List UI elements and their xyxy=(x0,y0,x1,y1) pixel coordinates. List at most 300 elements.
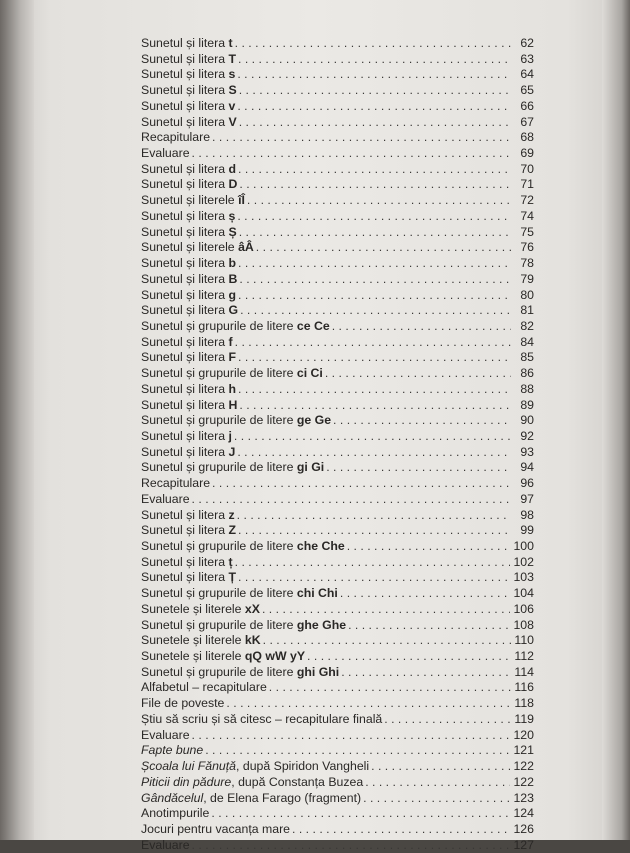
toc-entry-letters: B xyxy=(228,271,238,286)
toc-entry xyxy=(141,99,534,115)
toc-leader-dots xyxy=(263,633,511,649)
toc-entry-story-title: Școala lui Fănuță xyxy=(141,759,237,774)
toc-leader-dots xyxy=(384,712,511,728)
toc-entry-title xyxy=(141,209,235,225)
toc-entry xyxy=(141,696,534,712)
toc-entry-text: Sunetul și grupurile de litere xyxy=(141,617,297,632)
toc-page-number: 72 xyxy=(520,193,534,208)
toc-entry-text: Sunetele și literele xyxy=(141,633,245,648)
toc-entry-text: Sunetul și litera xyxy=(141,554,229,569)
toc-entry-letters: Z xyxy=(228,523,237,538)
toc-page-number: 114 xyxy=(514,664,534,679)
toc-entry-letters: kK xyxy=(244,633,261,648)
toc-entry-title xyxy=(141,115,237,131)
toc-leader-dots xyxy=(262,602,511,618)
toc-entry-title xyxy=(141,618,346,634)
toc-entry-title xyxy=(141,791,361,807)
toc-entry xyxy=(141,209,534,225)
toc-entry-letters: qQ wW yY xyxy=(244,649,306,664)
toc-entry-text: Sunetul și litera xyxy=(141,256,229,271)
toc-page-number: 71 xyxy=(520,177,534,192)
toc-entry-text: Sunetul și litera xyxy=(141,51,229,66)
toc-entry xyxy=(141,193,534,209)
toc-page-number: 126 xyxy=(513,821,534,836)
toc-entry-title xyxy=(141,83,237,99)
toc-entry-letters: ghi Ghi xyxy=(296,664,340,679)
toc-entry-text: Sunetul și literele xyxy=(141,240,239,255)
toc-leader-dots xyxy=(332,319,511,335)
toc-entry-text: Sunetul și grupurile de litere xyxy=(141,586,297,601)
toc-entry-story-title: Piticii din pădure xyxy=(141,774,232,789)
toc-entry-text: , după Spiridon Vangheli xyxy=(236,759,370,774)
toc-leader-dots xyxy=(235,36,511,52)
toc-entry xyxy=(141,67,534,83)
toc-page-number: 120 xyxy=(513,727,534,742)
toc-entry-text: Sunetul și litera xyxy=(141,208,229,223)
toc-entry xyxy=(141,335,534,351)
toc-entry-text: Sunetul și litera xyxy=(141,397,229,412)
toc-leader-dots xyxy=(238,288,511,304)
toc-page-number: 98 xyxy=(520,507,534,522)
toc-entry-text: Sunetul și literele xyxy=(141,193,239,208)
toc-entry-letters: G xyxy=(228,303,239,318)
toc-entry-text: Sunetul și litera xyxy=(141,570,229,585)
toc-entry xyxy=(141,319,534,335)
toc-leader-dots xyxy=(325,366,511,382)
toc-page-number: 103 xyxy=(513,570,534,585)
toc-entry xyxy=(141,712,534,728)
toc-entry-letters: chi Chi xyxy=(296,586,338,601)
toc-entry-text: Jocuri pentru vacanța mare xyxy=(141,821,291,836)
toc-page-number: 63 xyxy=(520,51,534,66)
toc-page-number: 112 xyxy=(514,649,534,664)
toc-entry-letters: xX xyxy=(244,601,260,616)
toc-page-number: 78 xyxy=(520,256,534,271)
toc-leader-dots xyxy=(333,413,511,429)
toc-entry-text: Sunetul și litera xyxy=(141,444,229,459)
toc-page-number: 104 xyxy=(513,586,534,601)
toc-entry-letters: t xyxy=(228,36,233,50)
toc-entry-title xyxy=(141,130,210,146)
toc-entry-title xyxy=(141,303,238,319)
toc-entry xyxy=(141,413,534,429)
toc-entry xyxy=(141,665,534,681)
toc-entry-title xyxy=(141,413,331,429)
toc-leader-dots xyxy=(192,146,511,162)
toc-page-number: 108 xyxy=(513,617,534,632)
toc-entry-letters: S xyxy=(228,83,237,98)
toc-leader-dots xyxy=(347,539,511,555)
toc-entry-text: Sunetul și grupurile de litere xyxy=(141,318,297,333)
toc-page-number: 118 xyxy=(514,696,534,711)
toc-leader-dots xyxy=(235,555,511,571)
toc-entry-letters: Ș xyxy=(228,224,237,239)
toc-entry-text: Sunetul și litera xyxy=(141,67,229,82)
toc-entry-title xyxy=(141,728,190,744)
toc-entry-letters: s xyxy=(228,67,236,82)
toc-entry-title xyxy=(141,99,235,115)
toc-entry-title xyxy=(141,476,210,492)
toc-page-number: 96 xyxy=(520,476,534,491)
toc-entry-title xyxy=(141,712,382,728)
toc-entry-title xyxy=(141,492,190,508)
toc-entry-title xyxy=(141,570,236,586)
toc-entry-text: Sunetul și litera xyxy=(141,161,229,176)
toc-entry-text: Sunetul și litera xyxy=(141,114,229,129)
toc-entry-title xyxy=(141,382,236,398)
toc-entry-letters: ci Ci xyxy=(296,366,323,381)
toc-entry-letters: g xyxy=(228,287,237,302)
toc-entry xyxy=(141,130,534,146)
toc-entry-text: Sunetul și litera xyxy=(141,523,229,538)
toc-leader-dots xyxy=(237,99,511,115)
toc-entry xyxy=(141,523,534,539)
toc-entry-text: Sunetul și grupurile de litere xyxy=(141,539,297,553)
toc-entry xyxy=(141,649,534,665)
toc-entry xyxy=(141,539,534,555)
toc-entry-letters: v xyxy=(228,98,236,113)
toc-entry-title xyxy=(141,649,305,665)
toc-entry-title xyxy=(141,586,338,602)
toc-entry-letters: ce Ce xyxy=(296,318,330,333)
toc-page-number: 121 xyxy=(513,743,534,758)
toc-entry-letters: ge Ge xyxy=(296,413,332,428)
toc-leader-dots xyxy=(240,303,511,319)
toc-leader-dots xyxy=(192,492,511,508)
toc-leader-dots xyxy=(307,649,511,665)
toc-page-number: 122 xyxy=(513,774,534,789)
toc-page-number: 79 xyxy=(520,271,534,286)
toc-entry xyxy=(141,272,534,288)
toc-page-number: 68 xyxy=(520,130,534,145)
toc-entry-text: Sunetul și litera xyxy=(141,177,229,192)
toc-leader-dots xyxy=(239,398,511,414)
toc-entry xyxy=(141,52,534,68)
toc-entry-text: Evaluare xyxy=(141,491,190,506)
toc-leader-dots xyxy=(238,162,511,178)
toc-entry-title xyxy=(141,429,232,445)
toc-entry xyxy=(141,350,534,366)
toc-leader-dots xyxy=(226,696,511,712)
toc-entry-text: Știu să scriu și să citesc – recapitulare finală xyxy=(141,711,383,726)
toc-entry xyxy=(141,429,534,445)
toc-leader-dots xyxy=(239,225,511,241)
toc-entry-letters: b xyxy=(228,256,237,271)
toc-entry xyxy=(141,759,534,775)
toc-page-number: 65 xyxy=(520,83,534,98)
toc-entry xyxy=(141,225,534,241)
toc-entry-title xyxy=(141,272,237,288)
toc-entry-letters: ghe Ghe xyxy=(296,617,347,632)
toc-page-number: 69 xyxy=(520,146,534,161)
toc-page-number: 74 xyxy=(520,208,534,223)
toc-leader-dots xyxy=(341,665,511,681)
toc-entry xyxy=(141,492,534,508)
toc-entry-text: Sunetul și grupurile de litere xyxy=(141,366,297,381)
toc-entry xyxy=(141,162,534,178)
toc-entry-letters: che Che xyxy=(296,539,345,553)
toc-leader-dots xyxy=(238,523,511,539)
toc-leader-dots xyxy=(239,177,511,193)
toc-entry-letters: z xyxy=(228,507,235,522)
toc-entry xyxy=(141,146,534,162)
toc-leader-dots xyxy=(237,445,511,461)
toc-entry-letters: ș xyxy=(228,208,236,223)
toc-page-number: 89 xyxy=(520,397,534,412)
toc-entry-letters: îÎ xyxy=(238,193,245,208)
toc-entry xyxy=(141,555,534,571)
toc-entry-title xyxy=(141,460,324,476)
toc-page-number: 85 xyxy=(520,350,534,365)
toc-entry xyxy=(141,791,534,807)
toc-entry-title xyxy=(141,288,236,304)
toc-entry-title xyxy=(141,696,224,712)
toc-entry-text: File de poveste xyxy=(141,696,225,711)
toc-leader-dots xyxy=(238,382,511,398)
toc-leader-dots xyxy=(237,67,511,83)
toc-entry-text: Sunetul și grupurile de litere xyxy=(141,413,297,428)
toc-entry-title xyxy=(141,806,209,822)
toc-page-number: 70 xyxy=(520,161,534,176)
toc-leader-dots xyxy=(237,508,511,524)
toc-leader-dots xyxy=(211,806,510,822)
toc-entry xyxy=(141,476,534,492)
toc-entry xyxy=(141,743,534,759)
toc-leader-dots xyxy=(205,743,510,759)
toc-page-number: 116 xyxy=(514,680,534,695)
toc-entry-letters: j xyxy=(228,428,232,443)
page-gutter-shadow xyxy=(0,0,34,840)
toc-entry xyxy=(141,303,534,319)
toc-entry-letters: ț xyxy=(228,554,233,569)
toc-entry-letters: D xyxy=(228,177,238,192)
toc-entry-text: , după Constanța Buzea xyxy=(231,774,364,789)
toc-page-number: 64 xyxy=(520,67,534,82)
toc-leader-dots xyxy=(238,256,511,272)
toc-entry-text: Sunetul și litera xyxy=(141,287,229,302)
toc-page-number: 102 xyxy=(513,554,534,569)
toc-entry-title xyxy=(141,539,345,555)
toc-entry xyxy=(141,398,534,414)
toc-page-number: 86 xyxy=(520,366,534,381)
toc-entry-title xyxy=(141,759,369,775)
toc-leader-dots xyxy=(238,350,511,366)
toc-entry xyxy=(141,240,534,256)
toc-entry-title xyxy=(141,319,330,335)
toc-entry-title xyxy=(141,775,363,791)
toc-leader-dots xyxy=(348,618,510,634)
toc-page-number: 84 xyxy=(520,334,534,349)
toc-entry-text: Anotimpurile xyxy=(141,806,210,821)
toc-entry xyxy=(141,822,534,838)
toc-entry xyxy=(141,256,534,272)
toc-entry-text: Sunetul și grupurile de litere xyxy=(141,664,297,679)
toc-entry xyxy=(141,806,534,822)
toc-page-number: 97 xyxy=(520,491,534,506)
toc-page-number: 62 xyxy=(520,36,534,50)
toc-page-number: 90 xyxy=(520,413,534,428)
toc-entry-text: Sunetul și litera xyxy=(141,271,229,286)
toc-page-number: 67 xyxy=(520,114,534,129)
toc-entry-title xyxy=(141,633,261,649)
toc-entry-text: Sunetul și litera xyxy=(141,303,229,318)
toc-entry xyxy=(141,586,534,602)
toc-entry xyxy=(141,602,534,618)
toc-leader-dots xyxy=(269,680,511,696)
toc-entry-text: Evaluare xyxy=(141,146,190,161)
toc-entry-title xyxy=(141,680,267,696)
toc-leader-dots xyxy=(192,728,511,744)
toc-leader-dots xyxy=(256,240,511,256)
table-of-contents xyxy=(141,36,534,853)
toc-leader-dots xyxy=(239,272,511,288)
toc-page-number: 81 xyxy=(520,303,534,318)
toc-entry-text: Evaluare xyxy=(141,837,190,852)
toc-entry-title xyxy=(141,162,236,178)
toc-entry-letters: f xyxy=(228,334,233,349)
toc-entry xyxy=(141,633,534,649)
toc-leader-dots xyxy=(292,822,510,838)
toc-leader-dots xyxy=(363,791,510,807)
toc-entry-story-title: Fapte bune xyxy=(141,743,204,758)
toc-entry-title xyxy=(141,225,237,241)
toc-page-number: 93 xyxy=(520,444,534,459)
toc-leader-dots xyxy=(326,460,511,476)
toc-page-number: 92 xyxy=(520,428,534,443)
toc-page-number: 88 xyxy=(520,381,534,396)
toc-leader-dots xyxy=(239,83,511,99)
toc-entry-title xyxy=(141,193,245,209)
toc-entry-text: Sunetul și litera xyxy=(141,381,229,396)
toc-entry-letters: V xyxy=(228,114,237,129)
toc-entry-text: , de Elena Farago (fragment) xyxy=(203,790,362,805)
toc-leader-dots xyxy=(247,193,511,209)
toc-page-number: 100 xyxy=(513,539,534,553)
toc-entry xyxy=(141,460,534,476)
toc-leader-dots xyxy=(237,209,511,225)
toc-entry-text: Recapitulare xyxy=(141,476,211,491)
toc-page-number: 110 xyxy=(514,633,534,648)
toc-leader-dots xyxy=(238,570,510,586)
toc-entry xyxy=(141,115,534,131)
toc-entry xyxy=(141,680,534,696)
toc-entry xyxy=(141,570,534,586)
toc-entry-letters: h xyxy=(228,381,237,396)
toc-entry-story-title: Gândăcelul xyxy=(141,790,204,805)
toc-entry-title xyxy=(141,350,236,366)
toc-entry-title xyxy=(141,822,290,838)
toc-entry-text: Sunetul și litera xyxy=(141,350,229,365)
toc-entry-text: Sunetul și litera xyxy=(141,98,229,113)
toc-entry xyxy=(141,36,534,52)
toc-entry-text: Recapitulare xyxy=(141,130,211,145)
toc-entry-title xyxy=(141,508,235,524)
toc-leader-dots xyxy=(239,115,511,131)
toc-page-number: 122 xyxy=(513,759,534,774)
toc-page-number: 94 xyxy=(520,460,534,475)
toc-entry-title xyxy=(141,335,233,351)
toc-page-number: 106 xyxy=(513,601,534,616)
toc-entry xyxy=(141,366,534,382)
toc-entry-text: Sunetul și litera xyxy=(141,334,229,349)
toc-entry-title xyxy=(141,146,190,162)
toc-entry xyxy=(141,618,534,634)
toc-entry-letters: H xyxy=(228,397,238,412)
toc-entry-title xyxy=(141,240,254,256)
toc-leader-dots xyxy=(365,775,510,791)
toc-page-number: 119 xyxy=(514,711,534,726)
toc-entry-title xyxy=(141,445,235,461)
toc-entry-title xyxy=(141,366,323,382)
page-edge-shadow xyxy=(602,0,630,840)
toc-entry-text: Sunetul și litera xyxy=(141,507,229,522)
toc-entry xyxy=(141,177,534,193)
toc-leader-dots xyxy=(371,759,510,775)
toc-entry-title xyxy=(141,665,339,681)
toc-page-number: 76 xyxy=(520,240,534,255)
toc-entry xyxy=(141,382,534,398)
toc-entry-text: Sunetele și literele xyxy=(141,601,245,616)
toc-page-number: 80 xyxy=(520,287,534,302)
toc-page-number: 82 xyxy=(520,318,534,333)
toc-page-number: 75 xyxy=(520,224,534,239)
toc-entry xyxy=(141,508,534,524)
toc-entry-title xyxy=(141,523,236,539)
toc-leader-dots xyxy=(212,476,511,492)
toc-leader-dots xyxy=(235,335,511,351)
toc-entry-text: Sunetul și litera xyxy=(141,224,229,239)
toc-entry-title xyxy=(141,67,235,83)
toc-entry-title xyxy=(141,398,237,414)
toc-entry-text: Alfabetul – recapitulare xyxy=(141,680,267,695)
toc-entry-title xyxy=(141,602,260,618)
toc-entry xyxy=(141,83,534,99)
toc-entry xyxy=(141,445,534,461)
toc-page-number: 66 xyxy=(520,98,534,113)
toc-leader-dots xyxy=(340,586,511,602)
toc-entry-letters: Ț xyxy=(228,570,237,585)
toc-page-number: 99 xyxy=(520,523,534,538)
toc-entry-title xyxy=(141,555,233,571)
toc-entry-letters: T xyxy=(228,51,237,66)
toc-leader-dots xyxy=(238,52,511,68)
toc-entry-title xyxy=(141,743,203,759)
toc-entry-title xyxy=(141,52,236,68)
toc-entry xyxy=(141,728,534,744)
toc-entry-text: Sunetul și litera xyxy=(141,428,229,443)
toc-entry-text: Sunetul și litera xyxy=(141,36,229,50)
toc-entry-text: Sunetul și litera xyxy=(141,83,229,98)
toc-entry-letters: gi Gi xyxy=(296,460,325,475)
toc-entry-text: Sunetele și literele xyxy=(141,649,245,664)
toc-page-number: 127 xyxy=(513,837,534,852)
toc-entry-title xyxy=(141,177,237,193)
toc-page-number: 124 xyxy=(513,806,534,821)
toc-entry-title xyxy=(141,36,233,52)
toc-entry xyxy=(141,775,534,791)
toc-page-number: 123 xyxy=(513,790,534,805)
toc-entry xyxy=(141,288,534,304)
toc-leader-dots xyxy=(234,429,511,445)
toc-entry-text: Evaluare xyxy=(141,727,190,742)
toc-entry-letters: d xyxy=(228,161,237,176)
toc-entry-letters: J xyxy=(228,444,236,459)
toc-entry-title xyxy=(141,256,236,272)
toc-entry-letters: âÂ xyxy=(238,240,254,255)
toc-leader-dots xyxy=(212,130,511,146)
toc-entry-letters: F xyxy=(228,350,237,365)
toc-entry-text: Sunetul și grupurile de litere xyxy=(141,460,297,475)
